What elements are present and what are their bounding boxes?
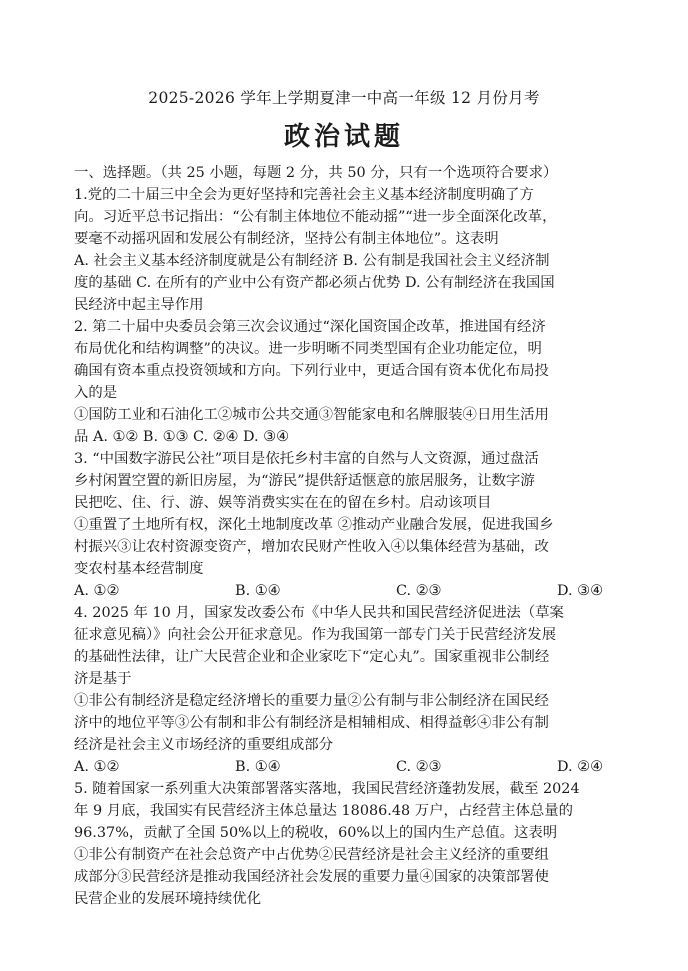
text-line: 入的是 [74, 385, 118, 401]
text-line: 经济是社会主义市场经济的重要组成部分 [74, 737, 334, 753]
text-line: 民把吃、住、行、游、娱等消费实实在在的留在乡村。启动该项目 [74, 495, 492, 511]
text-line: 确国有资本重点投资领域和方向。下列行业中，更适合国有资本优化布局投 [74, 363, 549, 379]
text-line: 年 9 月底，我国实有民营经济主体总量达 18086.48 万户，占经营主体总量的 [74, 803, 574, 819]
text-line: 济中的地位平等③公有制和非公有制经济是相辅相成、相得益彰④非公有制 [74, 715, 549, 731]
text-line: ①国防工业和石油化工②城市公共交通③智能家电和名牌服装④日用生活用 [74, 407, 549, 423]
answer-option: B. ①④ [235, 583, 281, 599]
text-line: 3. “中国数字游民公社”项目是依托乡村丰富的自然与人文资源，通过盘活 [74, 451, 539, 467]
answer-options-row [74, 756, 614, 778]
answer-option: D. ②④ [557, 759, 603, 775]
question-body [74, 162, 614, 910]
text-line: 2. 第二十届中央委员会第三次会议通过“深化国资国企改革，推进国有经济 [74, 319, 546, 335]
text-line: 4. 2025 年 10 月，国家发改委公布《中华人民共和国民营经济促进法（草案 [74, 605, 564, 621]
text-line: 变农村基本经营制度 [74, 561, 204, 577]
answer-option: C. ②③ [396, 759, 442, 775]
exam-title: 政治试题 [283, 122, 404, 152]
answer-option: A. ①② [74, 759, 120, 775]
text-line: 要毫不动摇巩固和发展公有制经济，坚持公有制主体地位”。这表明 [74, 231, 499, 247]
answer-option: B. ①④ [235, 759, 281, 775]
text-line: ①非公有制资产在社会总资产中占优势②民营经济是社会主义经济的重要组 [74, 847, 549, 863]
answer-option: D. ③④ [557, 583, 603, 599]
text-line: 一、选择题。（共 25 小题，每题 2 分，共 50 分，只有一个选项符合要求） [74, 165, 558, 181]
text-line: 民营企业的发展环境持续优化 [74, 891, 262, 907]
text-line: 度的基础 C. 在所有的产业中公有资产都必须占优势 D. 公有制经济在我国国 [74, 275, 555, 291]
text-line: 品 A. ①② B. ①③ C. ②④ D. ③④ [74, 429, 289, 445]
exam-subtitle: 2025-2026 学年上学期夏津一中高一年级 12 月份月考 [148, 89, 540, 107]
text-line: 的基础性法律，让广大民营企业和企业家吃下“定心丸”。国家重视非公制经 [74, 649, 550, 665]
text-line: 村振兴③让农村资源变资产，增加农民财产性收入④以集体经营为基础，改 [74, 539, 549, 555]
text-line: 向。习近平总书记指出：“公有制主体地位不能动摇”“进一步全面深化改革， [74, 209, 557, 225]
text-line: 1.党的二十届三中全会为更好坚持和完善社会主义基本经济制度明确了方 [74, 187, 534, 203]
text-line: 5. 随着国家一系列重大决策部署落实落地，我国民营经济蓬勃发展，截至 2024 [74, 781, 580, 797]
text-line: 征求意见稿）》向社会公开征求意见。作为我国第一部专门关于民营经济发展 [74, 627, 557, 643]
text-line: 济是基于 [74, 671, 132, 687]
answer-option: C. ②③ [396, 583, 442, 599]
text-line: 乡村闲置空置的新旧房屋，为“游民”提供舒适惬意的旅居服务，让数字游 [74, 473, 535, 489]
text-line: ①非公有制经济是稳定经济增长的重要力量②公有制与非公制经济在国民经 [74, 693, 549, 709]
text-line: 成部分③民营经济是推动我国经济社会发展的重要力量④国家的决策部署使 [74, 869, 549, 885]
answer-option: A. ①② [74, 583, 120, 599]
text-line: 民经济中起主导作用 [74, 297, 204, 313]
answer-options-row [74, 580, 614, 602]
text-line: ①重置了土地所有权，深化土地制度改革 ②推动产业融合发展，促进我国乡 [74, 517, 554, 533]
text-line: A. 社会主义基本经济制度就是公有制经济 B. 公有制是我国社会主义经济制 [74, 253, 550, 269]
text-line: 96.37%，贡献了全国 50%以上的税收，60%以上的国内生产总值。这表明 [74, 825, 558, 841]
text-line: 布局优化和结构调整”的决议。进一步明晰不同类型国有企业功能定位，明 [74, 341, 542, 357]
